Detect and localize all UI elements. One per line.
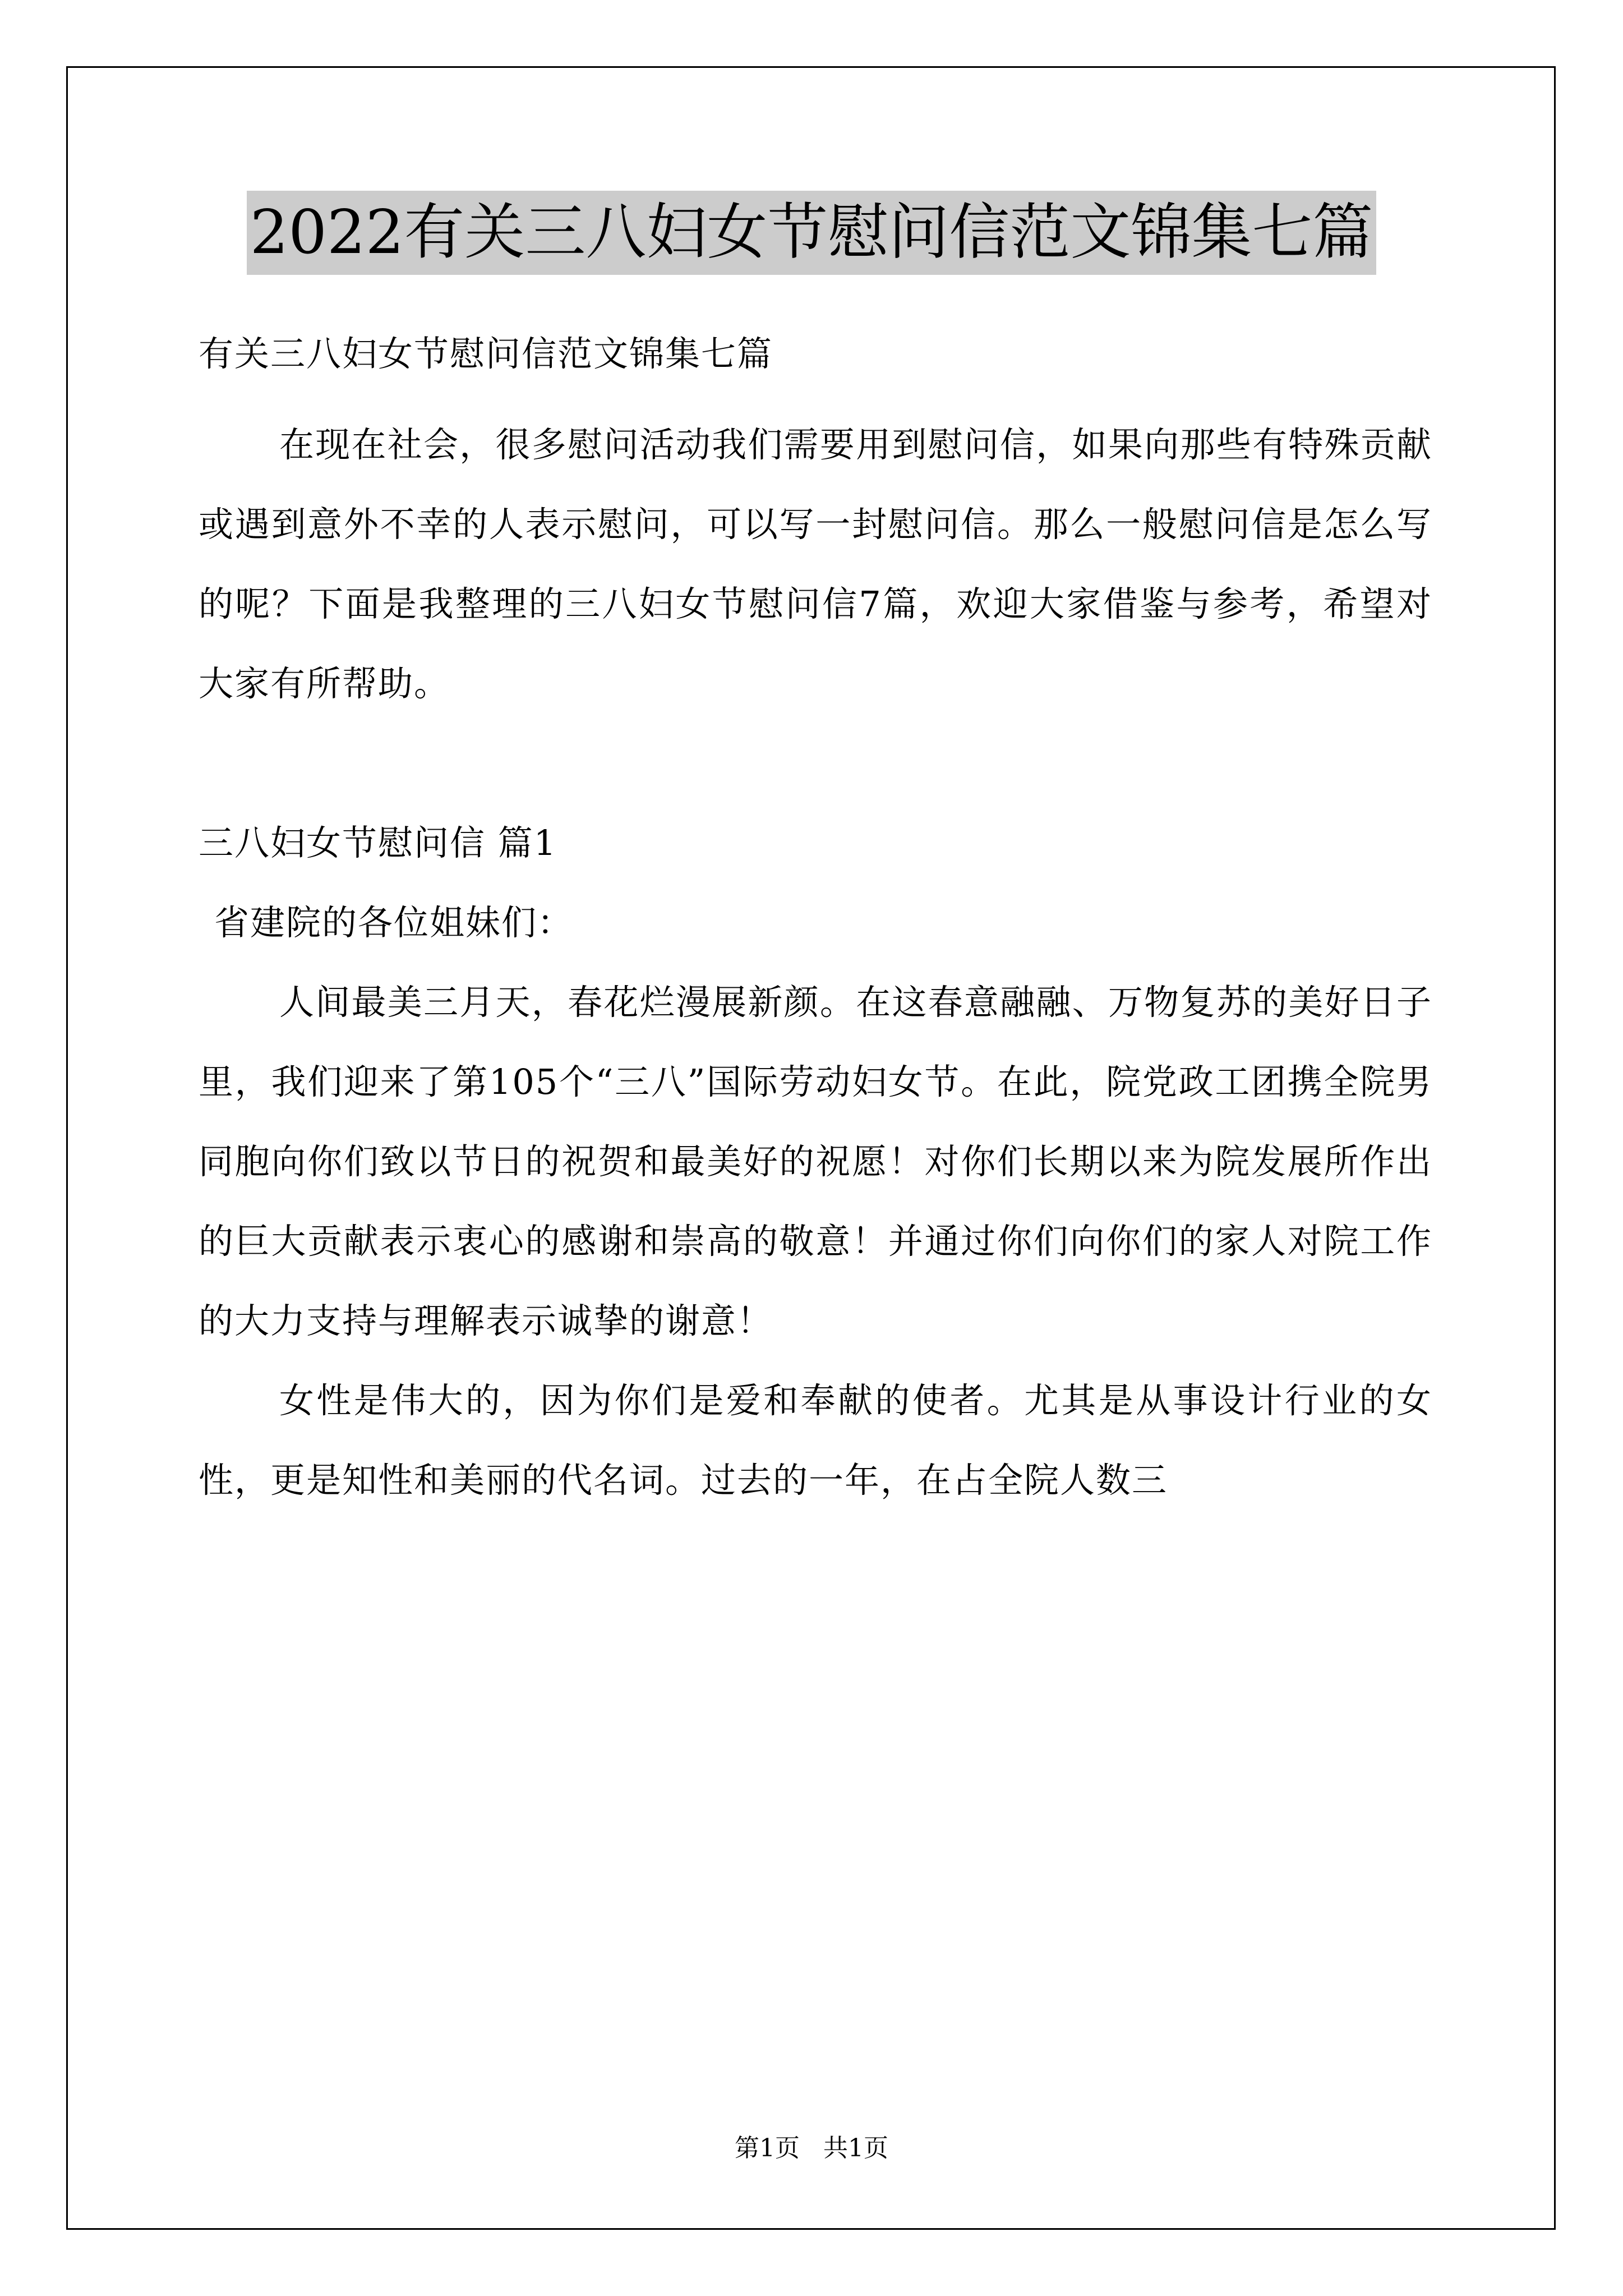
body-paragraph: 人间最美三月天，春花烂漫展新颜。在这春意融融、万物复苏的美好日子里，我们迎来了第105个“三八”国际劳动妇女节。在此，院党政工团携全院男同胞向你们致以节日的祝贺和最美好的祝愿！对你们长期以来为院发展所作出的巨大贡献表示衷心的感谢和崇高的敬意！并通过你们向你们的家人对院工作的大力支持与理解表示诚挚的谢意！ — [199, 982, 1432, 1341]
document-body — [199, 314, 1432, 1520]
salutation: 省建院的各位姐妹们： — [214, 902, 574, 943]
title-area — [0, 191, 1623, 275]
body-paragraph: 女性是伟大的，因为你们是爱和奉献的使者。尤其是从事设计行业的女性，更是知性和美丽的代名词。过去的一年，在占全院人数三 — [199, 1380, 1432, 1501]
section-heading: 三八妇女节慰问信 篇1 — [199, 822, 557, 863]
page-number: 第1页 共1页 — [735, 2134, 888, 2162]
intro-paragraph: 在现在社会，很多慰问活动我们需要用到慰问信，如果向那些有特殊贡献或遇到意外不幸的人表示慰问，可以写一封慰问信。那么一般慰问信是怎么写的呢？下面是我整理的三八妇女节慰问信7篇，欢迎大家借鉴与参考，希望对大家有所帮助。 — [199, 424, 1432, 704]
spacer — [199, 394, 1432, 405]
document-title: 2022有关三八妇女节慰问信范文锦集七篇 — [247, 191, 1377, 275]
document-subtitle: 有关三八妇女节慰问信范文锦集七篇 — [199, 333, 773, 374]
spacer — [199, 724, 1432, 803]
